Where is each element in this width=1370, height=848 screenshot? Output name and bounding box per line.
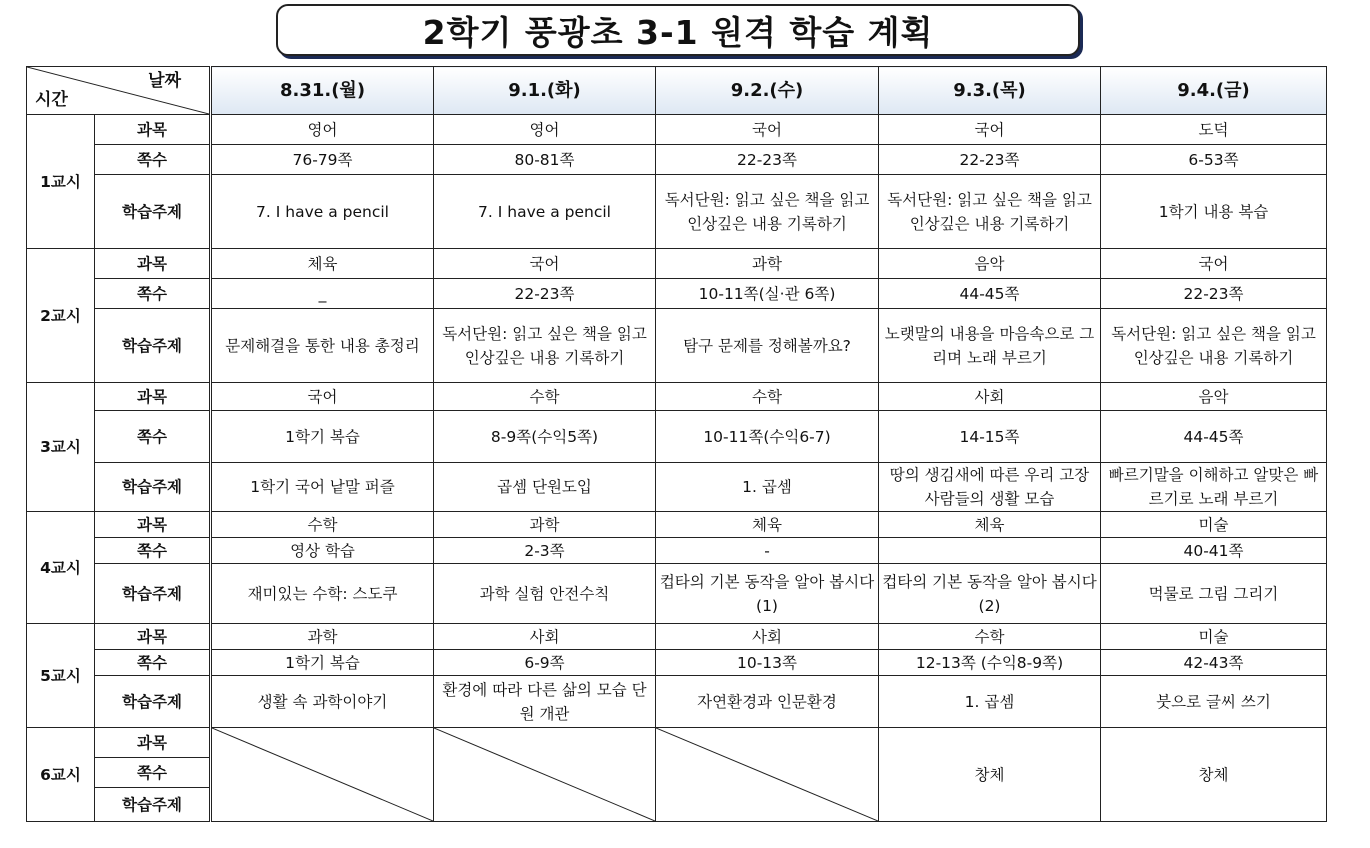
pages-cell: 10-11쪽(수익6-7) <box>656 411 879 463</box>
table-row <box>27 383 1327 411</box>
table-row <box>27 411 1327 463</box>
pages-cell: 42-43쪽 <box>1101 650 1327 676</box>
period-label: 2교시 <box>27 249 95 383</box>
table-row <box>27 512 1327 538</box>
pages-cell: 44-45쪽 <box>879 279 1101 309</box>
diagonal-line <box>212 728 433 821</box>
topic-cell: 1. 곱셈 <box>879 676 1101 728</box>
row-label: 학습주제 <box>95 309 211 383</box>
subject-cell: 수학 <box>656 383 879 411</box>
topic-cell: 빠르기말을 이해하고 알맞은 빠르기로 노래 부르기 <box>1101 463 1327 512</box>
pages-cell: 6-9쪽 <box>434 650 656 676</box>
pages-cell: 76-79쪽 <box>211 145 434 175</box>
table-row <box>27 564 1327 624</box>
row-label: 쪽수 <box>95 538 211 564</box>
table-row <box>27 249 1327 279</box>
pages-cell: - <box>656 538 879 564</box>
header-row <box>27 67 1327 115</box>
subject-cell: 수학 <box>211 512 434 538</box>
row-label: 학습주제 <box>95 564 211 624</box>
row-label: 학습주제 <box>95 788 211 822</box>
topic-cell: 땅의 생김새에 따른 우리 고장 사람들의 생활 모습 <box>879 463 1101 512</box>
date-header: 9.1.(화) <box>434 67 656 115</box>
date-header: 8.31.(월) <box>211 67 434 115</box>
table-row <box>27 175 1327 249</box>
pages-cell: 22-23쪽 <box>656 145 879 175</box>
subject-cell: 도덕 <box>1101 115 1327 145</box>
topic-cell: 과학 실험 안전수칙 <box>434 564 656 624</box>
table-row <box>27 650 1327 676</box>
diagonal-line <box>434 728 655 821</box>
empty-slash-cell <box>434 728 656 822</box>
subject-cell: 수학 <box>434 383 656 411</box>
topic-cell: 노랫말의 내용을 마음속으로 그리며 노래 부르기 <box>879 309 1101 383</box>
topic-cell: 7. I have a pencil <box>211 175 434 249</box>
topic-cell: 7. I have a pencil <box>434 175 656 249</box>
pages-cell: 22-23쪽 <box>1101 279 1327 309</box>
pages-cell: 22-23쪽 <box>434 279 656 309</box>
topic-cell: 독서단원: 읽고 싶은 책을 읽고 인상깊은 내용 기록하기 <box>434 309 656 383</box>
subject-cell: 수학 <box>879 624 1101 650</box>
title-box <box>276 4 1080 56</box>
pages-cell: 10-11쪽(실·관 6쪽) <box>656 279 879 309</box>
topic-cell: 컵타의 기본 동작을 알아 봅시다 (1) <box>656 564 879 624</box>
row-label: 과목 <box>95 249 211 279</box>
topic-cell: 환경에 따라 다른 삶의 모습 단원 개관 <box>434 676 656 728</box>
schedule-body <box>27 115 1327 822</box>
topic-cell: 생활 속 과학이야기 <box>211 676 434 728</box>
pages-cell: 44-45쪽 <box>1101 411 1327 463</box>
subject-cell: 미술 <box>1101 624 1327 650</box>
topic-cell: 재미있는 수학: 스도쿠 <box>211 564 434 624</box>
topic-cell: 독서단원: 읽고 싶은 책을 읽고 인상깊은 내용 기록하기 <box>879 175 1101 249</box>
diagonal-line <box>656 728 878 821</box>
empty-slash-cell <box>656 728 879 822</box>
subject-cell: 체육 <box>211 249 434 279</box>
row-label: 쪽수 <box>95 145 211 175</box>
subject-cell: 사회 <box>879 383 1101 411</box>
period-label: 6교시 <box>27 728 95 822</box>
pages-cell: 1학기 복습 <box>211 650 434 676</box>
subject-cell: 과학 <box>656 249 879 279</box>
pages-cell: 40-41쪽 <box>1101 538 1327 564</box>
corner-cell <box>27 67 211 115</box>
topic-cell: 독서단원: 읽고 싶은 책을 읽고 인상깊은 내용 기록하기 <box>1101 309 1327 383</box>
activity-cell: 창체 <box>879 728 1101 822</box>
table-row <box>27 538 1327 564</box>
table-row <box>27 728 1327 758</box>
topic-cell: 먹물로 그림 그리기 <box>1101 564 1327 624</box>
topic-cell: 컵타의 기본 동작을 알아 봅시다 (2) <box>879 564 1101 624</box>
row-label: 과목 <box>95 383 211 411</box>
table-row <box>27 624 1327 650</box>
topic-cell: 붓으로 글씨 쓰기 <box>1101 676 1327 728</box>
topic-cell: 문제해결을 통한 내용 총정리 <box>211 309 434 383</box>
date-axis-label: 날짜 <box>148 71 181 91</box>
subject-cell: 국어 <box>211 383 434 411</box>
pages-cell: 80-81쪽 <box>434 145 656 175</box>
subject-cell: 국어 <box>1101 249 1327 279</box>
topic-cell: 독서단원: 읽고 싶은 책을 읽고 인상깊은 내용 기록하기 <box>656 175 879 249</box>
pages-cell: 6-53쪽 <box>1101 145 1327 175</box>
row-label: 쪽수 <box>95 758 211 788</box>
topic-cell: 1. 곱셈 <box>656 463 879 512</box>
date-header: 9.2.(수) <box>656 67 879 115</box>
pages-cell: 영상 학습 <box>211 538 434 564</box>
subject-cell: 사회 <box>434 624 656 650</box>
pages-cell: 8-9쪽(수익5쪽) <box>434 411 656 463</box>
date-header: 9.3.(목) <box>879 67 1101 115</box>
row-label: 학습주제 <box>95 175 211 249</box>
subject-cell: 국어 <box>656 115 879 145</box>
subject-cell: 영어 <box>211 115 434 145</box>
page-title: 2학기 풍광초 3-1 원격 학습 계획 <box>422 12 934 52</box>
period-label: 3교시 <box>27 383 95 512</box>
subject-cell: 사회 <box>656 624 879 650</box>
schedule-table <box>26 66 1327 822</box>
activity-cell: 창체 <box>1101 728 1327 822</box>
subject-cell: 체육 <box>879 512 1101 538</box>
row-label: 쪽수 <box>95 411 211 463</box>
pages-cell <box>879 538 1101 564</box>
subject-cell: 음악 <box>879 249 1101 279</box>
topic-cell: 곱셈 단원도입 <box>434 463 656 512</box>
row-label: 과목 <box>95 624 211 650</box>
subject-cell: 체육 <box>656 512 879 538</box>
row-label: 과목 <box>95 512 211 538</box>
table-row <box>27 309 1327 383</box>
pages-cell: 12-13쪽 (수익8-9쪽) <box>879 650 1101 676</box>
empty-slash-cell <box>211 728 434 822</box>
pages-cell: 1학기 복습 <box>211 411 434 463</box>
topic-cell: 자연환경과 인문환경 <box>656 676 879 728</box>
table-row <box>27 115 1327 145</box>
period-label: 1교시 <box>27 115 95 249</box>
date-header: 9.4.(금) <box>1101 67 1327 115</box>
table-row <box>27 676 1327 728</box>
row-label: 과목 <box>95 115 211 145</box>
row-label: 쪽수 <box>95 279 211 309</box>
subject-cell: 영어 <box>434 115 656 145</box>
table-row <box>27 279 1327 309</box>
period-label: 4교시 <box>27 512 95 624</box>
topic-cell: 1학기 국어 낱말 퍼즐 <box>211 463 434 512</box>
topic-cell: 탐구 문제를 정해볼까요? <box>656 309 879 383</box>
row-label: 학습주제 <box>95 463 211 512</box>
row-label: 학습주제 <box>95 676 211 728</box>
subject-cell: 음악 <box>1101 383 1327 411</box>
pages-cell: 10-13쪽 <box>656 650 879 676</box>
row-label: 쪽수 <box>95 650 211 676</box>
subject-cell: 과학 <box>434 512 656 538</box>
subject-cell: 미술 <box>1101 512 1327 538</box>
period-label: 5교시 <box>27 624 95 728</box>
pages-cell: 14-15쪽 <box>879 411 1101 463</box>
pages-cell: 2-3쪽 <box>434 538 656 564</box>
subject-cell: 국어 <box>879 115 1101 145</box>
table-row <box>27 145 1327 175</box>
row-label: 과목 <box>95 728 211 758</box>
table-row <box>27 463 1327 512</box>
topic-cell: 1학기 내용 복습 <box>1101 175 1327 249</box>
subject-cell: 국어 <box>434 249 656 279</box>
pages-cell: _ <box>211 279 434 309</box>
pages-cell: 22-23쪽 <box>879 145 1101 175</box>
time-axis-label: 시간 <box>35 90 68 110</box>
subject-cell: 과학 <box>211 624 434 650</box>
